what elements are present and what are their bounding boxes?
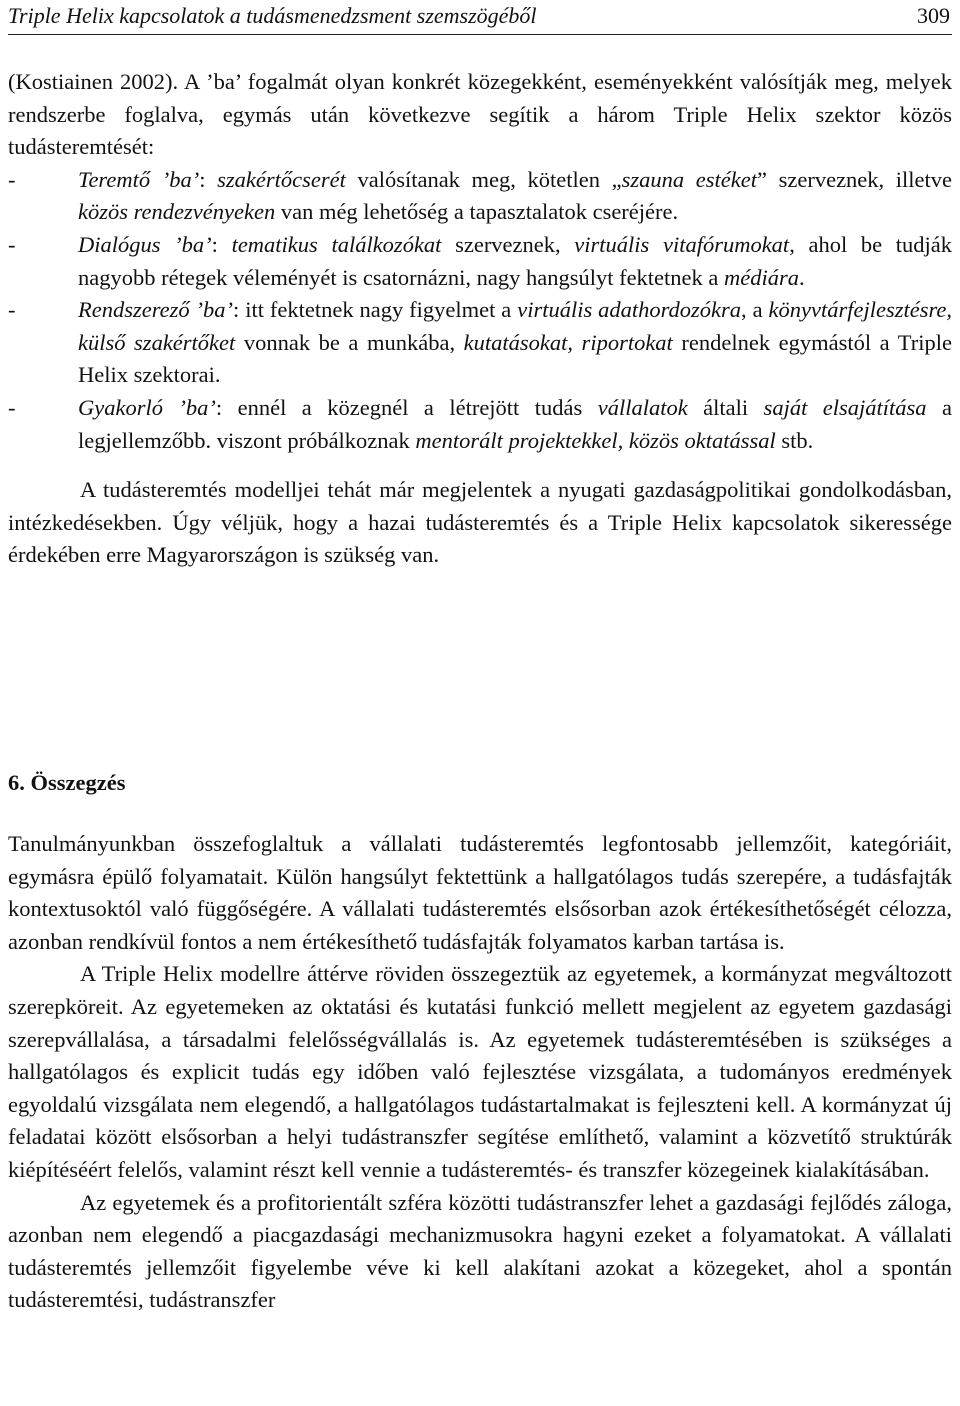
list-item-text: , ahol be tudják nagyobb rétegek véleményét is csatornázni, nagy hangsúlyt fektetnek a — [78, 231, 952, 290]
list-item-text: szerveznek, — [441, 231, 575, 257]
list-item-text: rendelnek egymástól a Triple Helix szektorai. — [78, 329, 952, 388]
list-item-text: vonnak be a munkába, — [235, 329, 464, 355]
list-item-text: valósítanak meg, kötetlen „ — [345, 166, 622, 192]
list-item-text: itt fektetnek nagy figyelmet a — [245, 297, 518, 323]
list-item-lead: Rendszerező ’ba’ — [78, 297, 234, 323]
list-item-text: , a — [741, 297, 769, 323]
summary-section — [8, 828, 952, 1317]
list-item — [8, 392, 952, 457]
list-item-emphasis: mentorált projektekkel, közös oktatással — [415, 427, 776, 453]
list-item — [8, 229, 952, 294]
list-item-emphasis: közös rendezvényeken — [78, 199, 276, 225]
list-item-colon: : — [233, 297, 246, 323]
section-heading — [8, 767, 125, 799]
list-item-emphasis: szauna estéket — [621, 166, 757, 192]
list-dash: - — [8, 394, 16, 420]
list-item-colon: : — [215, 394, 238, 420]
list-item-emphasis: könyvtárfejlesztésre, külső szakértőket — [78, 297, 952, 355]
closing-paragraph: A tudásteremtés modelljei tehát már megjelentek a nyugati gazdaságpolitikai gondolkodásban, intézkedésekben. Úgy véljük, hogy a hazai tudásteremtés és a Triple Helix kapcsolatok sikeressége érdekében erre Magyarországon is szükség van. — [8, 477, 952, 568]
list-item-emphasis: kutatásokat, riportokat — [463, 329, 673, 355]
list-item-colon: : — [211, 231, 232, 257]
list-item-text: stb. — [775, 427, 814, 453]
section-number: 6. — [8, 770, 25, 795]
intro-paragraph: (Kostiainen 2002). A ’ba’ fogalmát olyan konkrét közegekként, eseményekként valósítják meg, melyek rendszerbe foglalva, egymás után következve segítik a három Triple Helix szektor közös tudásteremtését: — [8, 69, 952, 160]
list-dash: - — [8, 166, 16, 192]
list-item-emphasis: saját elsajátítása — [763, 394, 927, 420]
list-item-emphasis: virtuális adathordozókra — [517, 297, 742, 323]
list-item-text: ennél a közegnél a létrejött tudás — [237, 394, 598, 420]
list-item-text: van még lehetőség a tapasztalatok cseréjére. — [275, 199, 679, 225]
section-title: Összegzés — [30, 770, 126, 795]
list-item-lead: Gyakorló ’ba’ — [78, 394, 216, 420]
list-item-text: a legjellemzőbb. viszont próbálkoznak — [78, 394, 952, 453]
list-item-lead: Dialógus ’ba’ — [78, 231, 212, 257]
list-dash: - — [8, 231, 16, 257]
list-item — [8, 294, 952, 392]
list-item — [8, 164, 952, 229]
list-item-emphasis: virtuális vitafórumokat — [574, 231, 790, 257]
list-dash: - — [8, 297, 16, 323]
list-item-lead: Teremtő ’ba’ — [78, 166, 200, 192]
summary-paragraph: A Triple Helix modellre áttérve röviden összegeztük az egyetemek, a kormányzat megváltozott szerepköreit. Az egyetemeken az oktatási és kutatási funkció mellett megjelent az egyetem gazdasági szerepvállalása, a társadalmi felelősségvállalás is. Az egyetemek tudásteremtésében is szükséges a hallgatólagos és explicit tudás egy időben való fejlesztése vizsgálata, a tudományos eredmények egyoldalú vizsgálata nem elegendő, a hallgatólagos tudástartalmakat is fejleszteni kell. A kormányzat új feladatai között elsősorban a helyi tudástranszfer segítése említhető, valamint a közvetítő struktúrák kiépítéséért felelős, valamint részt kell vennie a tudásteremtés- és transzfer közegeinek kialakításában. — [8, 961, 952, 1182]
list-item-text: . — [799, 264, 805, 290]
list-item-colon: : — [199, 166, 218, 192]
summary-paragraph: Az egyetemek és a profitorientált szféra közötti tudástranszfer lehet a gazdasági fejlődés záloga, azonban nem elegendő a piacgazdasági mechanizmusokra hagyni ezeket a folyamatokat. A vállalati tudásteremtés jellemzőit figyelembe véve ki kell alakítani azokat a közegeket, ahol a spontán tudásteremtési, tudástranszfer — [8, 1189, 952, 1313]
running-header — [8, 2, 952, 35]
header-title: Triple Helix kapcsolatok a tudásmenedzsment szemszögéből — [8, 3, 537, 28]
list-item-emphasis: vállalatok — [597, 394, 688, 420]
list-item-emphasis: szakértőcserét — [217, 166, 346, 192]
list-item-emphasis: tematikus találkozókat — [231, 231, 442, 257]
list-item-text: ” szerveznek, illetve — [757, 166, 953, 192]
list-item-text: általi — [687, 394, 764, 420]
ba-list — [8, 164, 952, 457]
body-section — [8, 66, 952, 572]
list-item-emphasis: médiára — [724, 264, 800, 290]
paragraph-gap — [8, 457, 952, 474]
page-number: 309 — [917, 3, 950, 28]
summary-paragraph: Tanulmányunkban összefoglaltuk a vállalati tudásteremtés legfontosabb jellemzőit, kategóriáit, egymásra épülő folyamatait. Külön hangsúlyt fektettünk a hallgatólagos tudás szerepére, a tudásfajták kontextusoktól való függőségére. A vállalati tudásteremtés elsősorban azok értékesíthetőségét célozza, azonban rendkívül fontos a nem értékesíthető tudásfajták folyamatos karban tartása is. — [8, 831, 952, 954]
